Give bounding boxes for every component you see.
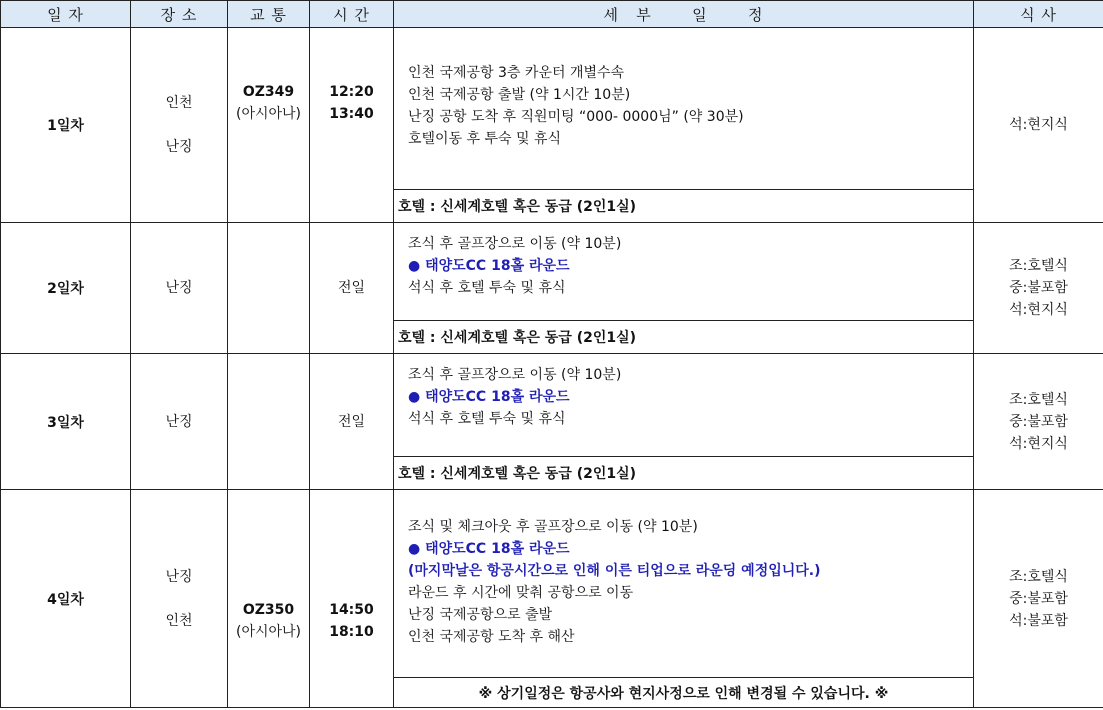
day-label: 4일차	[47, 591, 84, 608]
place-label: 인천	[165, 612, 193, 629]
place-label: 난징	[165, 139, 193, 155]
day-label: 3일차	[47, 414, 84, 431]
schedule-line: 조식 후 골프장으로 이동 (약 10분)	[408, 367, 622, 383]
carrier-label: (아시아나)	[235, 106, 302, 122]
day-label: 1일차	[47, 118, 84, 134]
place-label: 난징	[165, 568, 193, 585]
header-time: 시 간	[310, 1, 394, 28]
meal-label: 석:불포함	[1009, 612, 1068, 629]
place-cell	[131, 28, 228, 223]
schedule-cell	[394, 223, 974, 321]
place-label: 난징	[165, 413, 193, 430]
schedule-cell	[394, 28, 974, 190]
meal-label: 중:불포함	[1009, 280, 1068, 296]
schedule-line: 라운드 후 시간에 맞춰 공항으로 이동	[408, 585, 634, 601]
day-row	[1, 490, 1103, 678]
schedule-line: (마지막날은 항공시간으로 인해 이른 티업으로 라운딩 예정입니다.)	[408, 563, 821, 579]
place-cell	[131, 223, 228, 354]
meal-label: 중:불포함	[1009, 590, 1068, 607]
time-label: 14:50	[329, 601, 374, 618]
meals-cell	[974, 490, 1103, 708]
day-label: 2일차	[47, 281, 84, 297]
schedule-line: 석식 후 호텔 투숙 및 휴식	[408, 280, 566, 296]
time-cell	[310, 28, 394, 223]
schedule-line: 호텔이동 후 투숙 및 휴식	[408, 131, 562, 147]
day-cell	[1, 223, 131, 354]
meal-label: 조:호텔식	[1009, 568, 1068, 585]
transport-cell	[228, 223, 310, 354]
day-cell	[1, 490, 131, 708]
time-label: 18:10	[329, 623, 374, 640]
schedule-line: ● 태양도CC 18홀 라운드	[408, 541, 570, 557]
schedule-line: 인천 국제공항 출발 (약 1시간 10분)	[408, 87, 631, 103]
schedule-line: 난징 공항 도착 후 직원미팅 “000- 0000님” (약 30분)	[408, 109, 744, 125]
time-label: 전일	[337, 280, 366, 296]
time-cell	[310, 223, 394, 354]
meals-cell	[974, 354, 1103, 490]
schedule-cell	[394, 490, 974, 678]
schedule-line: 인천 국제공항 3층 카운터 개별수속	[408, 65, 625, 81]
schedule-line: 조식 후 골프장으로 이동 (약 10분)	[408, 236, 622, 252]
place-label: 난징	[165, 280, 193, 296]
transport-cell	[228, 490, 310, 708]
header-place: 장 소	[131, 1, 228, 28]
day-row	[1, 354, 1103, 457]
carrier-label: (아시아나)	[235, 623, 302, 640]
schedule-line: 난징 국제공항으로 출발	[408, 607, 553, 623]
time-cell	[310, 490, 394, 708]
hotel-info: 호텔 : 신세계호텔 혹은 동급 (2인1실)	[394, 457, 974, 490]
meal-label: 중:불포함	[1009, 413, 1068, 430]
header-day: 일 자	[1, 1, 131, 28]
place-cell	[131, 354, 228, 490]
schedule-line: 조식 및 체크아웃 후 골프장으로 이동 (약 10분)	[408, 519, 698, 535]
header-transport: 교 통	[228, 1, 310, 28]
meal-label: 석:현지식	[1009, 435, 1068, 452]
flight-number: OZ350	[242, 601, 295, 618]
transport-cell	[228, 354, 310, 490]
place-cell	[131, 490, 228, 708]
transport-cell	[228, 28, 310, 223]
day-row	[1, 28, 1103, 190]
flight-number: OZ349	[242, 84, 295, 100]
header-schedule: 세 부 일 정	[394, 1, 974, 28]
meal-label: 조:호텔식	[1009, 258, 1068, 274]
notice-text: ※ 상기일정은 항공사와 현지사정으로 인해 변경될 수 있습니다. ※	[394, 678, 974, 708]
meal-label: 석:현지식	[1009, 117, 1068, 133]
schedule-cell	[394, 354, 974, 457]
day-cell	[1, 28, 131, 223]
hotel-info: 호텔 : 신세계호텔 혹은 동급 (2인1실)	[394, 321, 974, 354]
meal-label: 조:호텔식	[1009, 391, 1068, 408]
day-row	[1, 223, 1103, 321]
header-row	[1, 1, 1103, 28]
hotel-info: 호텔 : 신세계호텔 혹은 동급 (2인1실)	[394, 190, 974, 223]
meals-cell	[974, 28, 1103, 223]
time-label: 전일	[337, 413, 366, 430]
schedule-line: 인천 국제공항 도착 후 해산	[408, 629, 575, 645]
meal-label: 석:현지식	[1009, 302, 1068, 318]
schedule-line: ● 태양도CC 18홀 라운드	[408, 258, 570, 274]
schedule-line: ● 태양도CC 18홀 라운드	[408, 389, 570, 405]
header-meals: 식 사	[974, 1, 1103, 28]
time-cell	[310, 354, 394, 490]
meals-cell	[974, 223, 1103, 354]
schedule-line: 석식 후 호텔 투숙 및 휴식	[408, 411, 566, 427]
time-label: 13:40	[329, 106, 374, 122]
place-label: 인천	[165, 95, 193, 111]
day-cell	[1, 354, 131, 490]
time-label: 12:20	[329, 84, 374, 100]
